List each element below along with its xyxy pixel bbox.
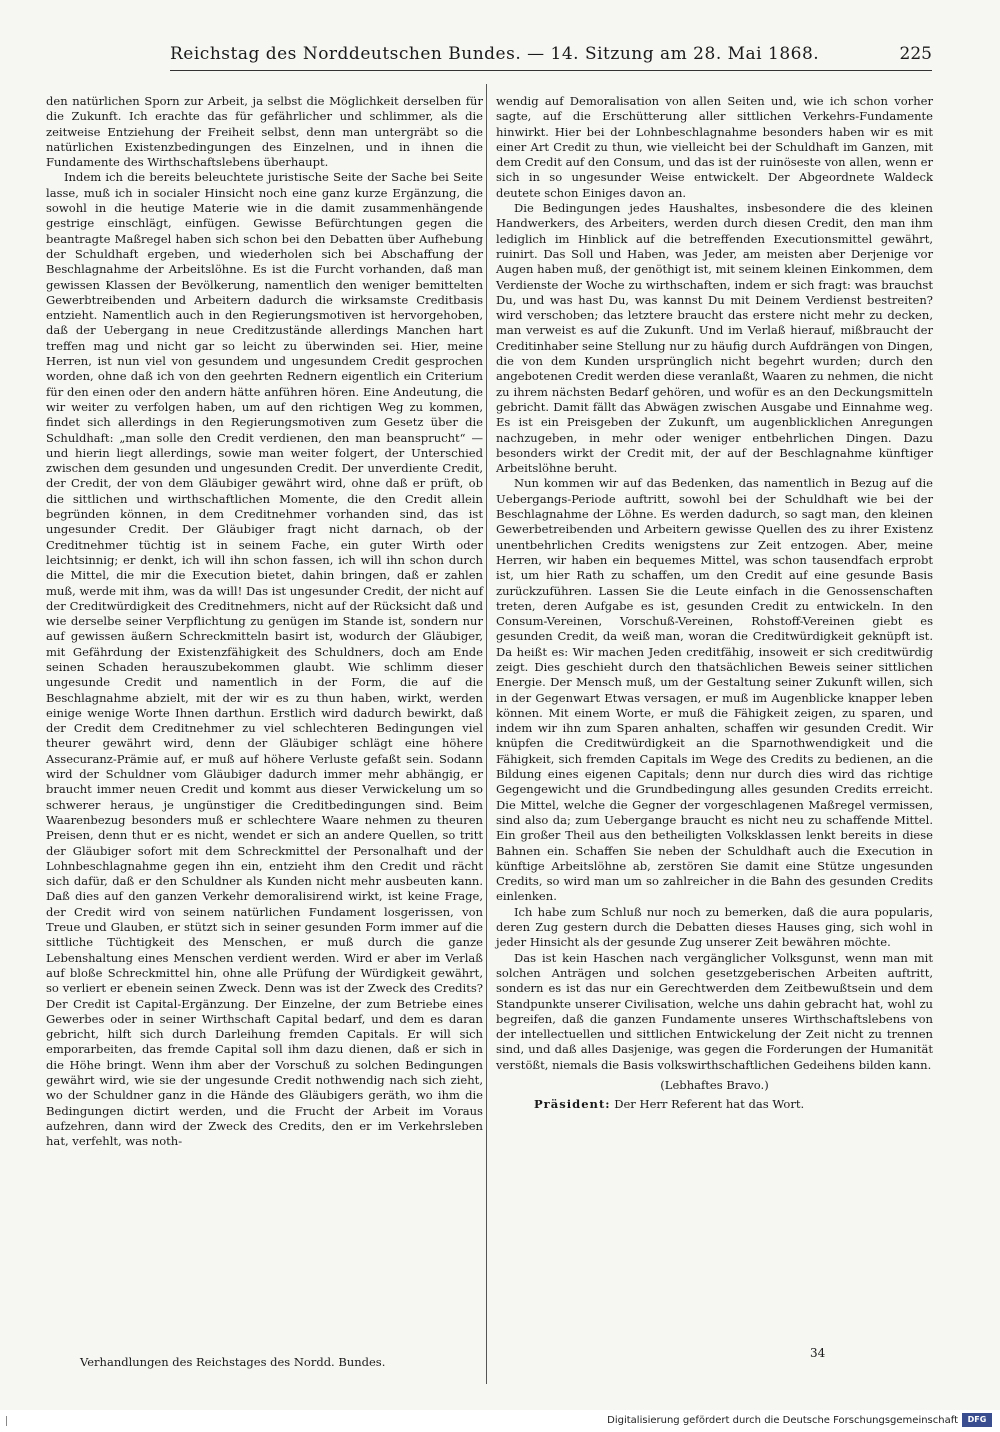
left-column: [46, 94, 483, 1149]
page-header: [170, 44, 932, 71]
president-label: Präsident:: [534, 1097, 611, 1112]
column-divider: [486, 84, 487, 1384]
president-line: [496, 1097, 933, 1112]
paragraph: den natürlichen Sporn zur Arbeit, ja selbst die Möglichkeit derselben für die Zukunft. Ich erachte das für gefährlicher und schlimmer, als die zeitweise Entziehung der Freiheit selbst, denn man untergräbt so die natürlichen Existenzbedingungen des Einzelnen, und in ihnen die Fundamente des Wirthschaftslebens überhaupt.: [46, 94, 483, 170]
paragraph: Die Bedingungen jedes Haushaltes, insbesondere die des kleinen Handwerkers, des Arbeiters, werden durch diesen Credit, den man ihm lediglich im Hinblick auf die betreffenden Executionsmittel gewährt, ruinirt. Das Soll und Haben, was Jeder, am meisten aber Derjenige vor Augen haben muß, der genöthigt ist, mit seinem kleinen Einkommen, dem Verdienste der Woche zu wirthschaften, indem er sich fragt: was brauchst Du, und was hast Du, was kannst Du mit Deinem Verdienst bestreiten? wird verschoben; das letztere braucht das erstere nicht mehr zu decken, man verweist es auf die Zukunft. Und im Verlaß hierauf, mißbraucht der Creditinhaber seine Stellung nur zu häufig durch Aufdrängen von Dingen, die von dem Kunden ursprünglich nicht begehrt wurden; durch den angebotenen Credit werden diese veranlaßt, Waaren zu nehmen, die nicht zu ihrem nächsten Bedarf gehören, und wofür es an den Deckungsmitteln gebricht. Damit fällt das Abwägen zwischen Ausgabe und Einnahme weg. Es ist ein Preisgeben der Zukunft, um augenblicklichen Anregungen nachzugeben, in mehr oder weniger entbehrlichen Dingen. Dazu besonders wirkt der Credit mit, der auf der Beschlagnahme künftiger Arbeitslöhne beruht.: [496, 201, 933, 476]
paragraph: Ich habe zum Schluß nur noch zu bemerken, daß die aura popularis, deren Zug gestern durch die Debatten dieses Hauses ging, sich wohl in jeder Hinsicht als der gesunde Zug unserer Zeit bewähren möchte.: [496, 904, 933, 950]
header-title: Reichstag des Norddeutschen Bundes. — 14. Sitzung am 28. Mai 1868.: [170, 44, 820, 64]
sheet-number: 34: [810, 1346, 826, 1360]
page-number: 225: [899, 44, 932, 64]
president-text: Der Herr Referent hat das Wort.: [614, 1097, 805, 1112]
applause-note: (Lebhaftes Bravo.): [660, 1078, 769, 1092]
paragraph: Nun kommen wir auf das Bedenken, das namentlich in Bezug auf die Uebergangs-Periode auftritt, sowohl bei der Schuldhaft wie bei der Beschlagnahme der Löhne. Es werden dadurch, so sagt man, den kleinen Gewerbetreibenden und Arbeitern gewisse Quellen des zu ihrer Existenz unentbehrlichen Credits wenigstens zur Zeit entzogen. Aber, meine Herren, wir haben ein bequemes Mittel, was schon tausendfach erprobt ist, um hier Rath zu schaffen, um den Credit auf eine gesunde Basis zurückzuführen. Lassen Sie die Leute einfach in die Genossenschaften treten, deren Aufgabe es ist, gesunden Credit zu entwickeln. In den Consum-Vereinen, Vorschuß-Vereinen, Rohstoff-Vereinen giebt es gesunden Credit, da weiß man, woran die Creditwürdigkeit geknüpft ist. Da heißt es: Wir machen Jeden creditfähig, insoweit er sich creditwürdig zeigt. Dies geschieht durch den thatsächlichen Beweis seiner sittlichen Energie. Der Mensch muß, um der Gestaltung seiner Zukunft willen, sich in der Gegenwart Etwas versagen, er muß im Augenblicke knapper leben können. Mit einem Worte, er muß die Fähigkeit zeigen, zu sparen, und indem wir ihn zum Sparen anhalten, schaffen wir gesunden Credit. Wir knüpfen die Creditwürdigkeit an die Sparnothwendigkeit und die Fähigkeit, sich fremden Capitals im Wege des Credits zu bedienen, an die Bildung eines eigenen Capitals; denn nur durch dies wird das richtige Gegengewicht und die Grundbedingung alles gesunden Credits erreicht. Die Mittel, welche die Gegner der vorgeschlagenen Maßregel vermissen, sind also da; zum Uebergange braucht es nicht neu zu schaffende Mittel. Ein großer Theil aus den betheiligten Volksklassen lenkt bereits in diese Bahnen ein. Schaffen Sie neben der Schuldhaft auch die Execution in künftige Arbeitslöhne ab, zerstören Sie damit eine Stütze ungesunden Credits, so wird man um so zahlreicher in die Bahn des gesunden Credits einlenken.: [496, 476, 933, 904]
footnote: Verhandlungen des Reichstages des Nordd. Bundes.: [80, 1355, 386, 1369]
paragraph: Das ist kein Haschen nach vergänglicher Volksgunst, wenn man mit solchen Anträgen und solchen gesetzgeberischen Arbeiten auftritt, sondern es ist das nur ein Gerechtwerden dem Zeitbewußtsein und dem Standpunkte unserer Civilisation, welche uns dahin gebracht hat, wohl zu begreifen, daß die ganzen Fundamente unseres Wirthschaftslebens von der intellectuellen und sittlichen Entwickelung der Zeit nicht zu trennen sind, und daß alles Dasjenige, was gegen die Forderungen der Humanität verstößt, niemals die Basis volkswirthschaftlichen Gedeihens bilden kann.: [496, 950, 933, 1072]
paragraph: Indem ich die bereits beleuchtete juristische Seite der Sache bei Seite lasse, muß ich in socialer Hinsicht noch eine ganz kurze Ergänzung, die sowohl in die heutige Materie wie in die damit zusammenhängende gestrige einschlägt, einfügen. Gewisse Befürchtungen gegen die beantragte Maßregel haben sich schon bei den Debatten über Aufhebung der Schuldhaft ergeben, und wiederholen sich bei Abschaffung der Beschlagnahme der Arbeitslöhne. Es ist die Furcht vorhanden, daß man gewissen Klassen der Bevölkerung, namentlich den weniger bemittelten Gewerbtreibenden und Arbeitern dadurch die wirksamste Creditbasis entzieht. Namentlich auch in den Regierungsmotiven ist hervorgehoben, daß der Uebergang in neue Creditzustände allerdings Manchen hart treffen mag und nicht gar so leicht zu überwinden sei. Hier, meine Herren, ist nun viel von gesundem und ungesundem Credit gesprochen worden, ohne daß ich von den geehrten Rednern eigentlich ein Criterium für den einen oder den andern hätte anführen hören. Eine Andeutung, die wir weiter zu verfolgen haben, um auf den richtigen Weg zu kommen, findet sich allerdings in den Regierungsmotiven zum Gesetz über die Schuldhaft: „man solle den Credit verdienen, den man beansprucht“ — und hierin liegt allerdings, sowie man weiter folgert, der Unterschied zwischen dem gesunden und ungesunden Credit. Der unverdiente Credit, der Credit, der von dem Gläubiger gewährt wird, ohne daß er prüft, ob die sittlichen und wirthschaftlichen Momente, die den Credit allein begründen können, in dem Creditnehmer vorhanden sind, das ist ungesunder Credit. Der Gläubiger fragt nicht darnach, ob der Creditnehmer tüchtig ist in seinem Fache, ein guter Wirth oder leichtsinnig; er denkt, ich will ihn schon fassen, ich will ihn schon durch die Mittel, die mir die Execution bietet, dahin bringen, daß er zahlen muß, werde mit ihm, was da will! Das ist ungesunder Credit, der nicht auf der Creditwürdigkeit des Creditnehmers, nicht auf der Rücksicht daß und wie derselbe seiner Verpflichtung zu genügen im Stande ist, sondern nur auf gewissen äußern Schreckmitteln basirt ist, wodurch der Gläubiger, mit Gefährdung der Existenzfähigkeit des Schuldners, doch am Ende seinen Schaden herauszubekommen glaubt. Wie schlimm dieser ungesunde Credit und namentlich in der Form, die auf die Beschlagnahme abzielt, mit der wir es zu thun haben, wirkt, werden einige wenige Worte Ihnen darthun. Erstlich wird dadurch bewirkt, daß der Credit dem Creditnehmer zu viel schlechteren Bedingungen viel theurer gewährt wird, denn der Gläubiger schlägt eine höhere Assecuranz-Prämie auf, er muß auf höhere Verluste gefaßt sein. Sodann wird der Schuldner vom Gläubiger dadurch immer mehr abhängig, er braucht immer neuen Credit und kommt aus dieser Verwickelung um so schwerer heraus, je ungünstiger die Creditbedingungen sind. Beim Waarenbezug besonders muß er schlechtere Waare nehmen zu theuren Preisen, denn thut er es nicht, wendet er sich an andere Quellen, so tritt der Gläubiger sofort mit dem Schreckmittel der Personalhaft und der Lohnbeschlagnahme gegen ihn ein, entzieht ihm den Credit und rächt sich dafür, daß er den Schuldner als Kunden nicht mehr ausbeuten kann. Daß dies auf den ganzen Verkehr demoralisirend wirkt, ist keine Frage, der Credit wird von seinem natürlichen Fundament losgerissen, von Treue und Glauben, er stützt sich in seiner gesunden Form immer auf die sittliche Tüchtigkeit des Menschen, er muß durch die ganze Lebenshaltung eines Menschen verdient werden. Wird er aber im Verlaß auf bloße Schreckmittel hin, ohne alle Prüfung der Würdigkeit gewährt, so verliert er ebenein seinen Zweck. Denn was ist der Zweck des Credits? Der Credit ist Capital-Ergänzung. Der Einzelne, der zum Betriebe eines Gewerbes oder in seiner Wirthschaft Capital bedarf, und dem es daran gebricht, hilft sich durch Darleihung fremden Capitals. Er will sich emporarbeiten, das fremde Capital soll ihm dazu dienen, daß er sich in die Höhe bringt. Wenn ihm aber der Vorschuß zu solchen Bedingungen gewährt wird, wie sie der ungesunde Credit nothwendig nach sich zieht, wo der Schuldner ganz in die Hände des Gläubigers geräth, wo ihm die Bedingungen dictirt werden, und die Frucht der Arbeit im Voraus aufzehren, dann wird der Zweck des Credits, den er im Verkehrsleben hat, verfehlt, was noth-: [46, 170, 483, 1149]
dfg-logo-icon[interactable]: DFG: [962, 1413, 992, 1427]
right-column: [496, 94, 933, 1113]
footer-credit: Digitalisierung gefördert durch die Deutsche Forschungsgemeinschaft: [607, 1415, 958, 1426]
scan-mark: [6, 1416, 17, 1426]
paragraph: wendig auf Demoralisation von allen Seiten und, wie ich schon vorher sagte, auf die Erschütterung aller sittlichen Verkehrs-Fundamente hinwirkt. Hier bei der Lohnbeschlagnahme besonders haben wir es mit einer Art Credit zu thun, wie vielleicht bei der Schuldhaft im Ganzen, mit dem Credit auf den Consum, und das ist der ruinöseste von allen, wenn er sich in so ungesunder Weise entwickelt. Der Abgeordnete Waldeck deutete schon Einiges davon an.: [496, 94, 933, 200]
